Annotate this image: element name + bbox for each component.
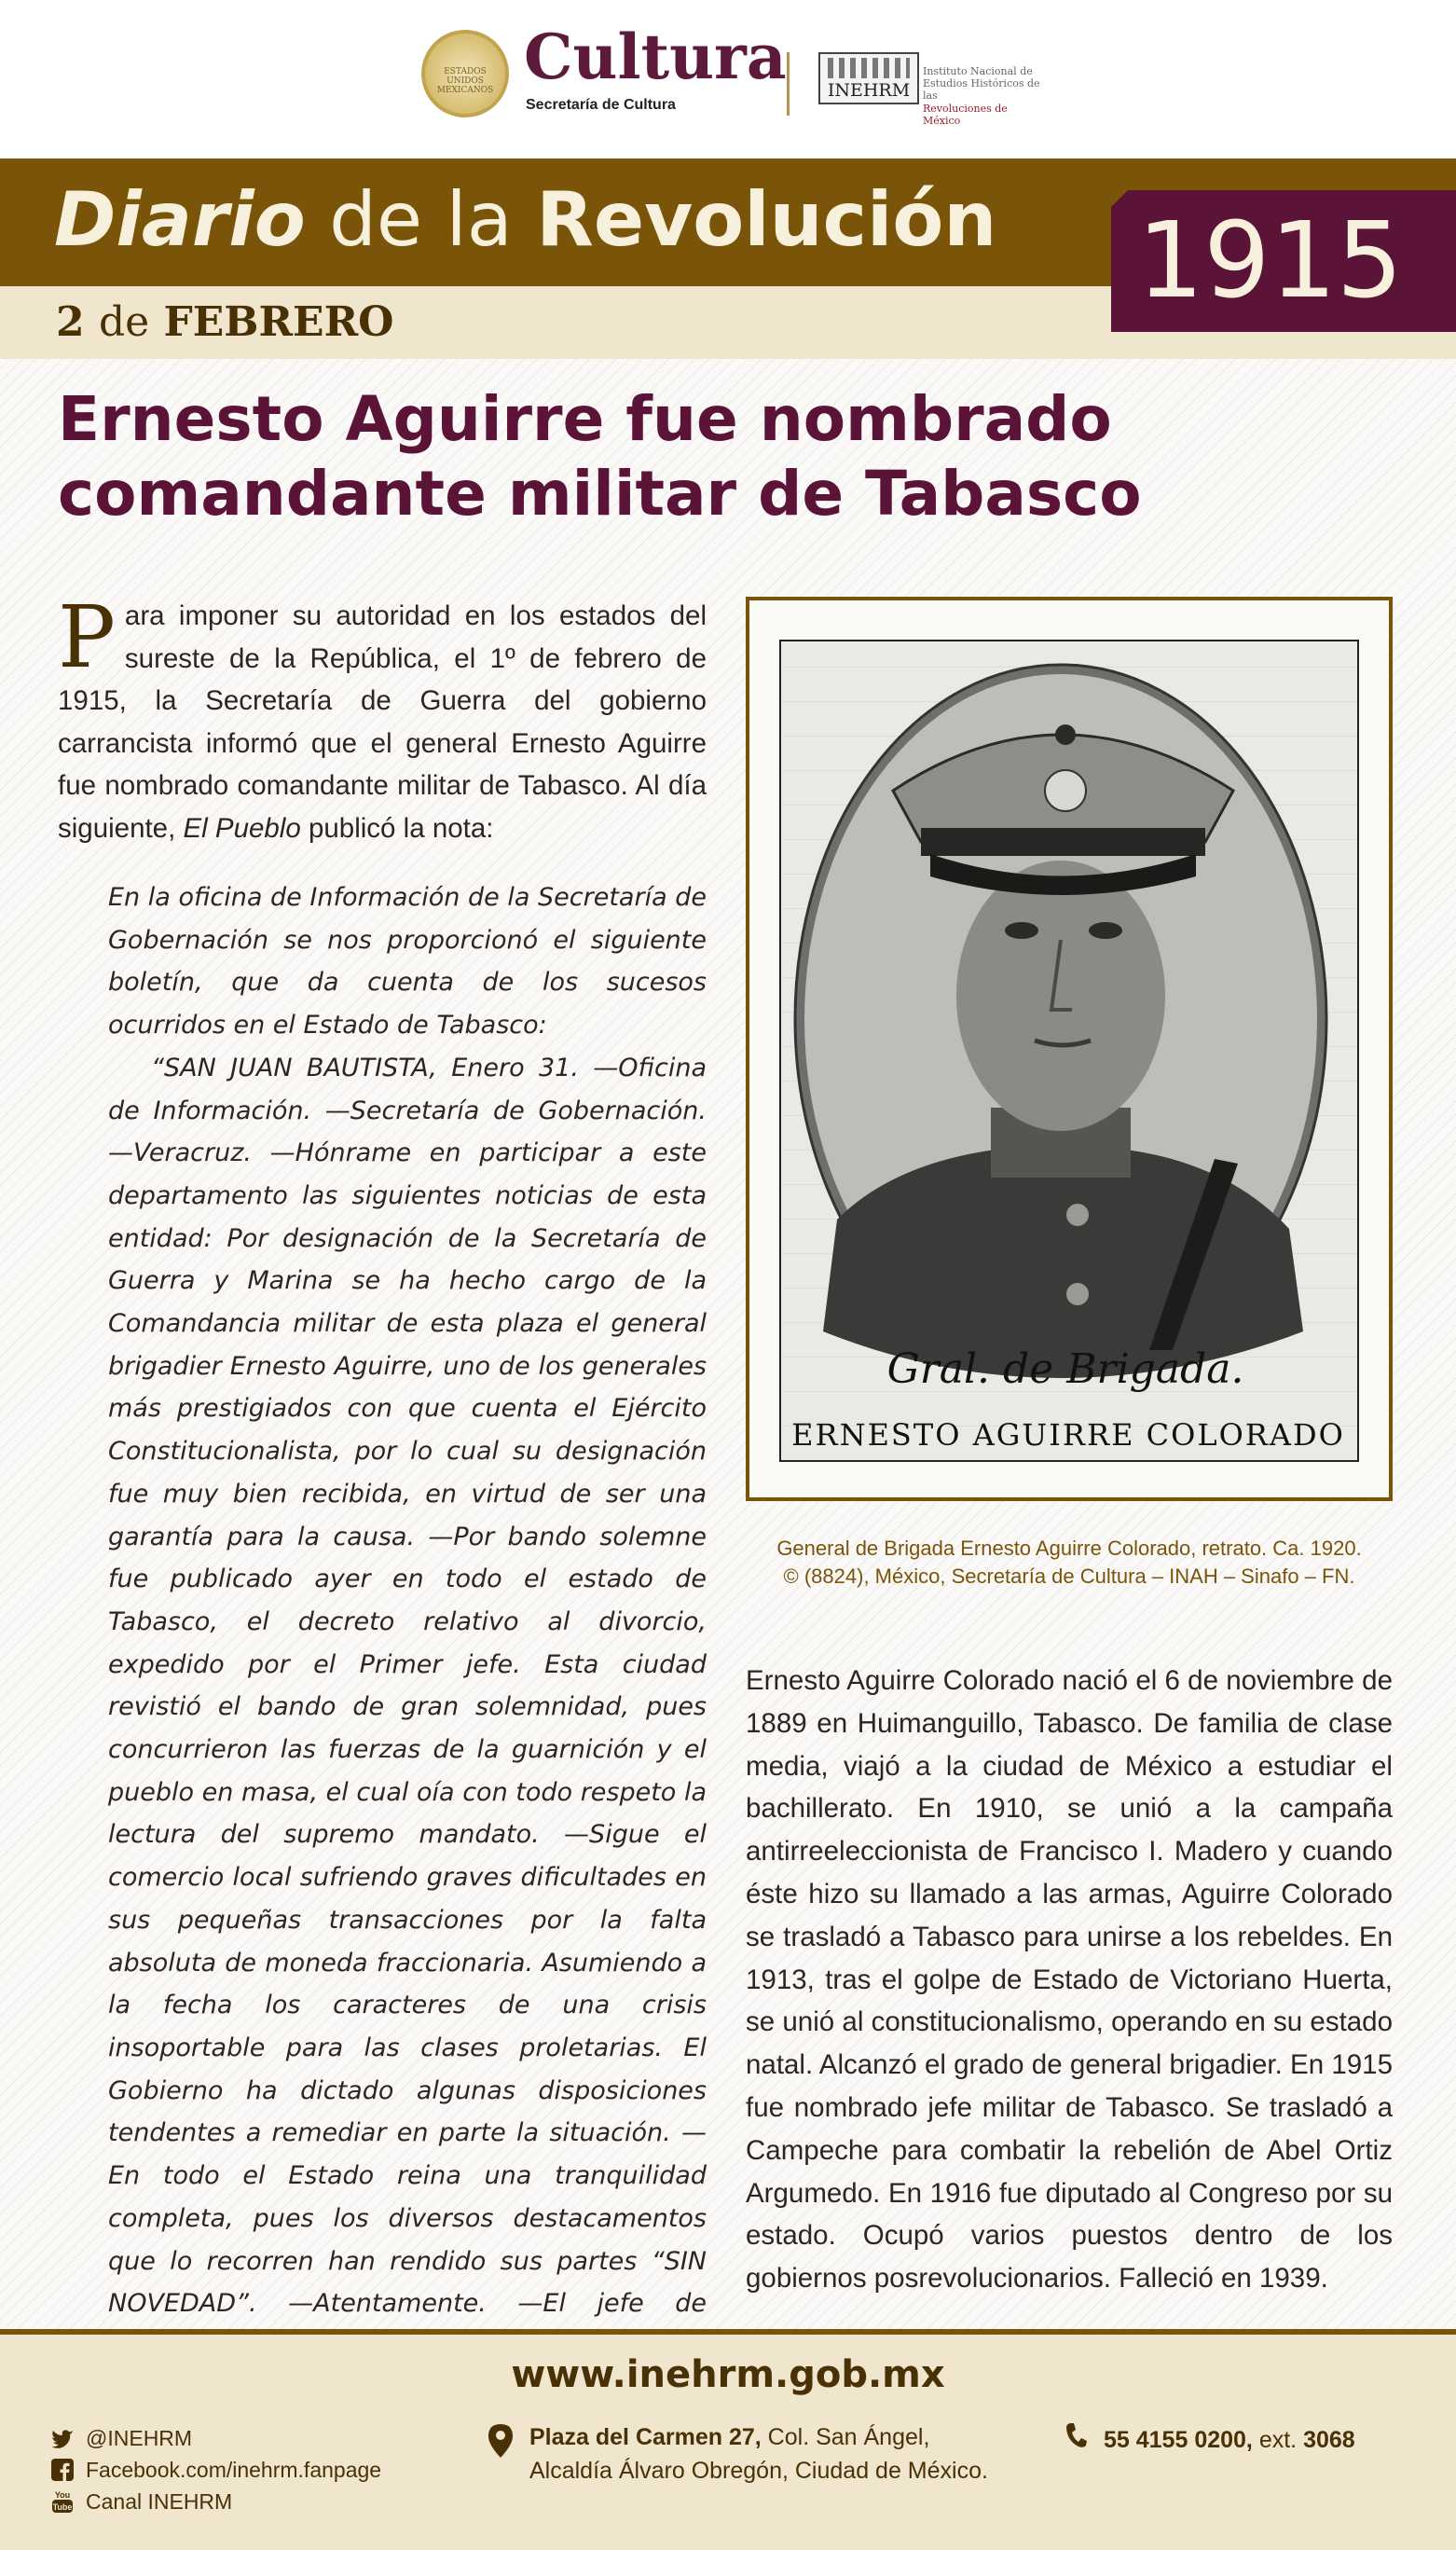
seal-text: ESTADOS UNIDOS MEXICANOS <box>436 67 494 95</box>
photo-inscription-2: ERNESTO AGUIRRE COLORADO <box>791 1417 1345 1453</box>
photo-caption <box>746 1535 1393 1591</box>
address-street: Plaza del Carmen 27, <box>529 2424 762 2450</box>
phone-main: 55 4155 0200, <box>1104 2427 1253 2453</box>
quote-paragraph-1: En la oficina de Información de la Secretaría de Gobernación se nos proporcionó el siguiente boletín, que da cuenta de los sucesos ocurridos en el Estado de Tabasco: <box>108 883 707 1041</box>
twitter-handle: @INEHRM <box>86 2425 193 2450</box>
year-label: 1915 <box>1137 200 1404 322</box>
article-headline <box>58 382 1270 531</box>
national-seal-icon <box>421 30 509 117</box>
inehrm-logo <box>818 52 919 104</box>
address-line2: Alcaldía Álvaro Obregón, Ciudad de México. <box>529 2458 988 2484</box>
date-line <box>56 296 393 349</box>
twitter-icon <box>50 2426 75 2450</box>
intro-text: ara imponer su autoridad en los estados del sureste de la República, el 1º de febrero de 1915, la Secretaría de Guerra del gobierno carrancista informó que el general Ernesto Aguirre fue nombrado comandante militar de Tabasco. Al día siguiente, <box>58 600 707 844</box>
address-block <box>488 2420 988 2488</box>
facebook-link[interactable] <box>50 2454 381 2486</box>
phone-block[interactable] <box>1065 2422 1355 2458</box>
date-month: FEBRERO <box>163 298 394 346</box>
biography-text: Ernesto Aguirre Colorado nació el 6 de noviembre de 1889 en Huimanguillo, Tabasco. De familia de clase media, viajó a la ciudad de México a estudiar el bachillerato. En 1910, se unió a la campaña antirreeleccionista de Francisco I. Madero y cuando éste hizo su llamado a las armas, Aguirre Colorado se trasladó a Tabasco para unirse a los rebeldes. En 1913, tras el golpe de Estado de Victoriano Huerta, se unió al constitucionalismo, operando en su estado natal. Alcanzó el grado de general brigadier. En 1915 fue nombrado jefe militar de Tabasco. Se trasladó a Campeche para combatir la rebelión de Abel Ortiz Argumedo. En 1916 fue diputado al Congreso por su estado. Ocupó varios puestos dentro de los gobiernos posrevolucionarios. Falleció en 1939. <box>746 1665 1393 2295</box>
article-intro <box>58 587 707 849</box>
youtube-channel: Canal INEHRM <box>86 2488 233 2514</box>
intro-end: publicó la nota: <box>300 812 494 844</box>
youtube-icon <box>50 2489 75 2514</box>
cultura-logo-subtitle: Secretaría de Cultura <box>526 97 676 113</box>
facebook-url: Facebook.com/inehrm.fanpage <box>86 2457 382 2482</box>
inehrm-name-line2: Estudios Históricos de las <box>923 77 1040 103</box>
portrait-photo <box>779 640 1359 1462</box>
caption-line2: © (8824), México, Secretaría de Cultura – INAH – Sinafo – FN. <box>783 1564 1355 1588</box>
cultura-logo-title: Cultura <box>524 21 787 93</box>
facebook-icon <box>50 2458 75 2482</box>
inehrm-name-line3: Revoluciones de México <box>923 102 1008 127</box>
date-day: 2 <box>56 298 85 346</box>
headline-line1: Ernesto Aguirre fue nombrado <box>58 383 1112 455</box>
inehrm-logo-text: INEHRM <box>827 80 911 101</box>
logo-divider <box>787 52 790 116</box>
address-text <box>529 2420 988 2488</box>
inehrm-building-icon <box>828 58 910 78</box>
address-colony: Col. San Ángel, <box>761 2424 930 2450</box>
phone-ext-label: ext. <box>1252 2427 1304 2453</box>
intro-source: El Pueblo <box>183 812 301 844</box>
series-title <box>54 173 996 267</box>
twitter-link[interactable] <box>50 2422 381 2454</box>
headline-line2: comandante militar de Tabasco <box>58 458 1142 530</box>
map-pin-icon <box>488 2420 516 2488</box>
newspaper-quote <box>108 876 707 2368</box>
series-title-word1: Diario <box>54 176 306 263</box>
date-de: de <box>98 298 150 346</box>
photo-inscription-1: Gral. de Brigada. <box>886 1345 1244 1393</box>
inehrm-full-name <box>923 65 1044 127</box>
social-links <box>50 2422 381 2517</box>
portrait-illustration <box>781 641 1359 1462</box>
series-title-word2: de la <box>329 176 513 263</box>
inehrm-name-line1: Instituto Nacional de <box>923 65 1033 77</box>
series-title-word3: Revolución <box>536 176 997 263</box>
svg-text:Tube: Tube <box>52 2502 73 2512</box>
svg-text:You: You <box>54 2490 71 2500</box>
quote-paragraph-2: “SAN JUAN BAUTISTA, Enero 31. —Oficina de Información. —Secretaría de Gobernación. —Veracruz. —Hónrame en participar a este departamento las siguientes noticias de esta entidad: Por designación de la Secretaría de Guerra y Marina se ha hecho cargo de la Comandancia militar de esta plaza el general brigadier Ernesto Aguirre, uno de los generales más prestigiados con que cuenta el Ejército Constitucionalista, por lo cual su designación fue muy bien recibida, en virtud de ser una garantía para la causa. —Por bando solemne fue publicado ayer en todo el estado de Tabasco, el decreto relativo al divorcio, expedido por el Primer jefe. Esta ciudad revistió el bando de gran solemnidad, pues concurrieron las fuerzas de la guarnición y el pueblo en masa, el cual oía con todo respeto la lectura del supremo mandato. —Sigue el comercio local sufriendo graves dificultades en sus pequeñas transacciones por la falta absoluta de moneda fraccionaria. Asumiendo a la fecha los caracteres de una crisis insoportable para las clases proletarias. El Gobierno ha dictado algunas disposiciones tendentes a remediar en parte la situación. —En todo el Estado reina una tranquilidad completa, pues los diversos destacamentos que lo recorren han rendido sus partes “SIN NOVEDAD”. —Atentamente. —El jefe de <box>108 1053 707 2319</box>
address-line1 <box>529 2420 988 2454</box>
phone-ext: 3068 <box>1303 2427 1355 2453</box>
phone-number <box>1104 2423 1355 2457</box>
youtube-link[interactable] <box>50 2486 381 2517</box>
drop-cap: P <box>58 587 116 687</box>
phone-icon <box>1065 2422 1091 2458</box>
website-link[interactable]: www.inehrm.gob.mx <box>511 2353 945 2396</box>
caption-line1: General de Brigada Ernesto Aguirre Colorado, retrato. Ca. 1920. <box>776 1537 1362 1560</box>
